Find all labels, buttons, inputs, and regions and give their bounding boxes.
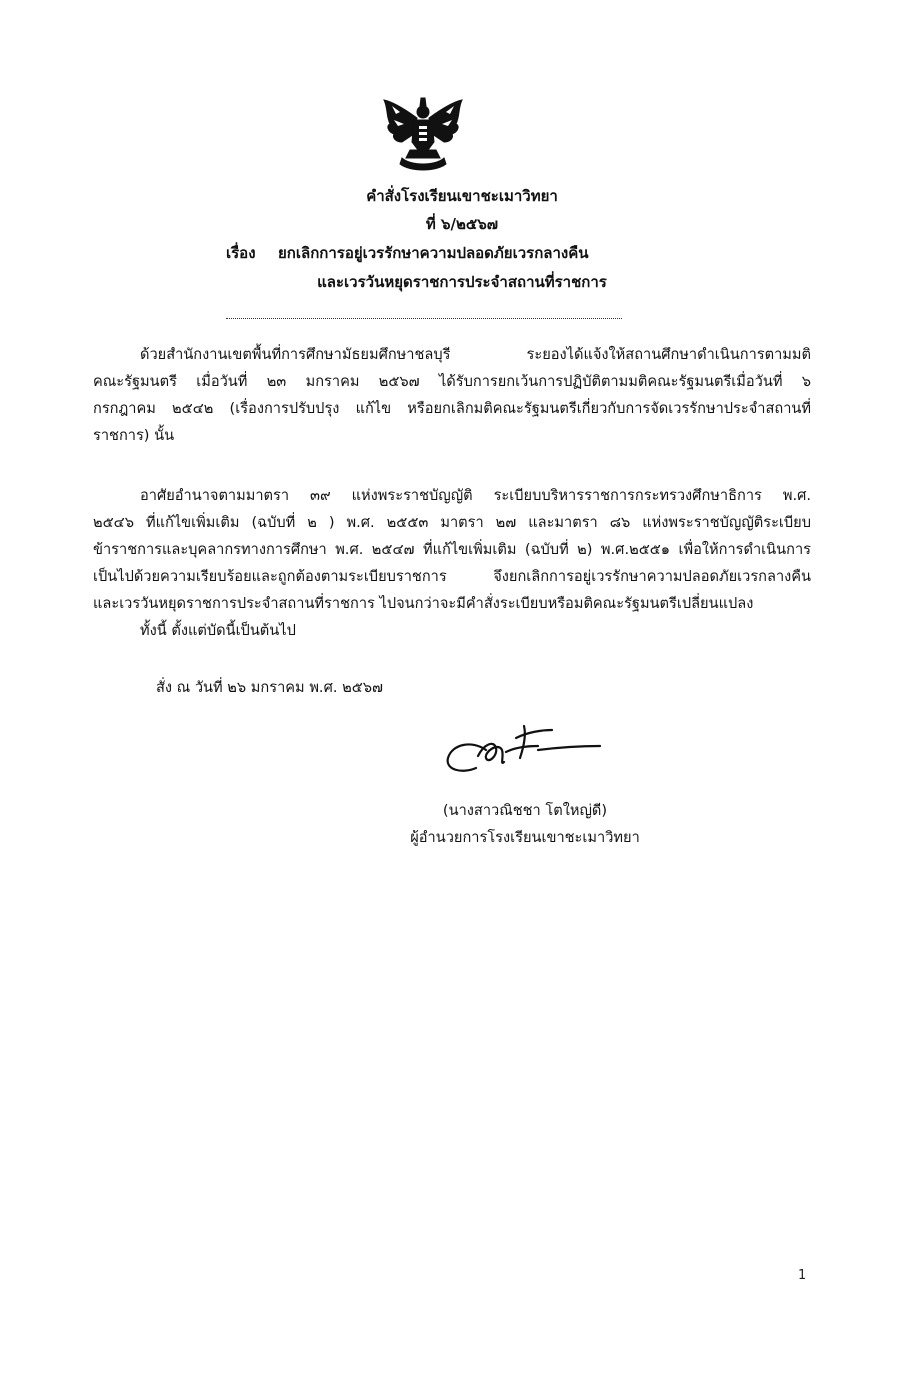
subject-text-line2: และเวรวันหยุดราชการประจำสถานที่ราชการ (317, 273, 607, 291)
paragraph-3-line: ทั้งนี้ ตั้งแต่บัดนี้เป็นต้นไป (140, 622, 296, 639)
subject-label: เรื่อง (226, 244, 256, 262)
paragraph-2-line: และเวรวันหยุดราชการประจำสถานที่ราชการ ไปจนกว่าจะมีคำสั่งระเบียบหรือมติคณะรัฐมนตรีเปลี่ยนแปลง (93, 595, 754, 612)
paragraph-1-line: คณะรัฐมนตรี เมื่อวันที่ ๒๓ มกราคม ๒๕๖๗ ได้รับการยกเว้นการปฏิบัติตามมติคณะรัฐมนตรีเมื่อวันที่ ๖ (93, 373, 811, 390)
paragraph-1-line: ด้วยสำนักงานเขตพื้นที่การศึกษามัธยมศึกษาชลบุรี ระยองได้แจ้งให้สถานศึกษาดำเนินการตามมติ (140, 346, 811, 363)
handwritten-signature-icon (442, 712, 607, 782)
dotted-divider (226, 318, 622, 319)
subject-text-line1: ยกเลิกการอยู่เวรรักษาความปลอดภัยเวรกลางคืน (278, 244, 589, 262)
paragraph-1 (93, 341, 811, 449)
order-number: ที่ ๖/๒๕๖๗ (425, 215, 499, 233)
paragraph-3 (93, 617, 811, 644)
paragraph-2-line: ๒๕๔๖ ที่แก้ไขเพิ่มเติม (ฉบับที่ ๒ ) พ.ศ. ๒๕๕๓ มาตรา ๒๗ และมาตรา ๘๖ แห่งพระราชบัญญัติระเบียบ (93, 514, 811, 531)
paragraph-2-line: ข้าราชการและบุคลากรทางการศึกษา พ.ศ. ๒๕๔๗ ที่แก้ไขเพิ่มเติม (ฉบับที่ ๒) พ.ศ.๒๕๕๑ เพื่อให้การดำเนินการ (93, 541, 811, 558)
paragraph-1-line: กรกฎาคม ๒๕๔๒ (เรื่องการปรับปรุง แก้ไข หรือยกเลิกมติคณะรัฐมนตรีเกี่ยวกับการจัดเวรรักษาประจำสถานที่ (93, 400, 811, 417)
order-title: คำสั่งโรงเรียนเขาชะเมาวิทยา (366, 187, 558, 205)
subject-line (226, 243, 924, 263)
page-number: 1 (798, 1268, 807, 1283)
paragraph-1-line: ราชการ) นั้น (93, 427, 175, 444)
paragraph-2-line: อาศัยอำนาจตามมาตรา ๓๙ แห่งพระราชบัญญัติ ระเบียบบริหารราชการกระทรวงศึกษาธิการ พ.ศ. (140, 487, 811, 504)
paragraph-2-line: เป็นไปด้วยความเรียบร้อยและถูกต้องตามระเบียบราชการ จึงยกเลิกการอยู่เวรรักษาความปลอดภัยเวรกลางคืน (93, 568, 811, 585)
signatory-name: (นางสาวณิชชา โตใหญ่ดี) (442, 802, 608, 819)
order-date: สั่ง ณ วันที่ ๒๖ มกราคม พ.ศ. ๒๕๖๗ (156, 679, 384, 696)
paragraph-2 (93, 482, 811, 617)
garuda-emblem-icon (380, 96, 466, 172)
signatory-position: ผู้อำนวยการโรงเรียนเขาชะเมาวิทยา (410, 829, 640, 846)
